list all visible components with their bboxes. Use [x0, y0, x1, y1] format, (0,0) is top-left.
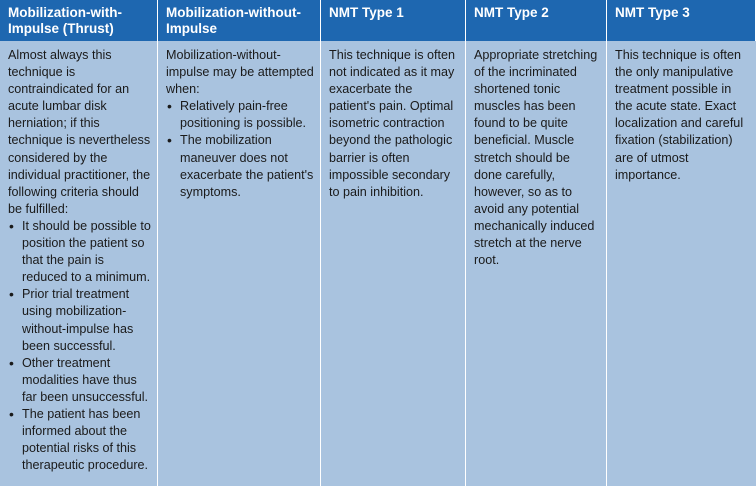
list-item: • Prior trial treatment using mobilization-without-impulse has been successful. [8, 286, 151, 354]
list-item: • The patient has been informed about the potential risks of this therapeutic procedure. [8, 406, 151, 474]
list-item: • Relatively pain-free positioning is possible. [166, 98, 314, 132]
cell-nmt-type-1: This technique is often not indicated as it may exacerbate the patient's pain. Optimal isometric contraction beyond the pathologic barrier is often impossible secondary to pain inhibition. [321, 41, 466, 486]
header-nmt-type-2: NMT Type 2 [466, 0, 607, 41]
cell-nmt-type-2: Appropriate stretching of the incriminated shortened tonic muscles has been found to be quite beneficial. Muscle stretch should be done carefully, however, so as to avoid any potential mechanically induced stretch at the nerve root. [466, 41, 607, 486]
header-nmt-type-3: NMT Type 3 [607, 0, 756, 41]
header-nmt-type-1: NMT Type 1 [321, 0, 466, 41]
mwi-conditions-list [166, 98, 314, 201]
mwi-intro: Mobilization-without-impulse may be attempted when: [166, 48, 314, 97]
header-thrust: Mobilization-with-Impulse (Thrust) [0, 0, 158, 41]
list-item: • It should be possible to position the patient so that the pain is reduced to a minimum. [8, 218, 151, 286]
list-item: • The mobilization maneuver does not exacerbate the patient's symptoms. [166, 132, 314, 200]
thrust-criteria-list [8, 218, 151, 474]
list-item: • Other treatment modalities have thus far been unsuccessful. [8, 355, 151, 406]
thrust-intro: Almost always this technique is contraindicated for an acute lumbar disk herniation; if this technique is nevertheless considered by the individual practitioner, the following criteria should be fulfilled: [8, 48, 151, 216]
cell-mobilization-without-impulse [158, 41, 321, 486]
header-mobilization-without-impulse: Mobilization-without-Impulse [158, 0, 321, 41]
cell-thrust [0, 41, 158, 486]
cell-nmt-type-3: This technique is often the only manipulative treatment possible in the acute state. Exact localization and careful fixation (stabilization) are of utmost importance. [607, 41, 756, 486]
